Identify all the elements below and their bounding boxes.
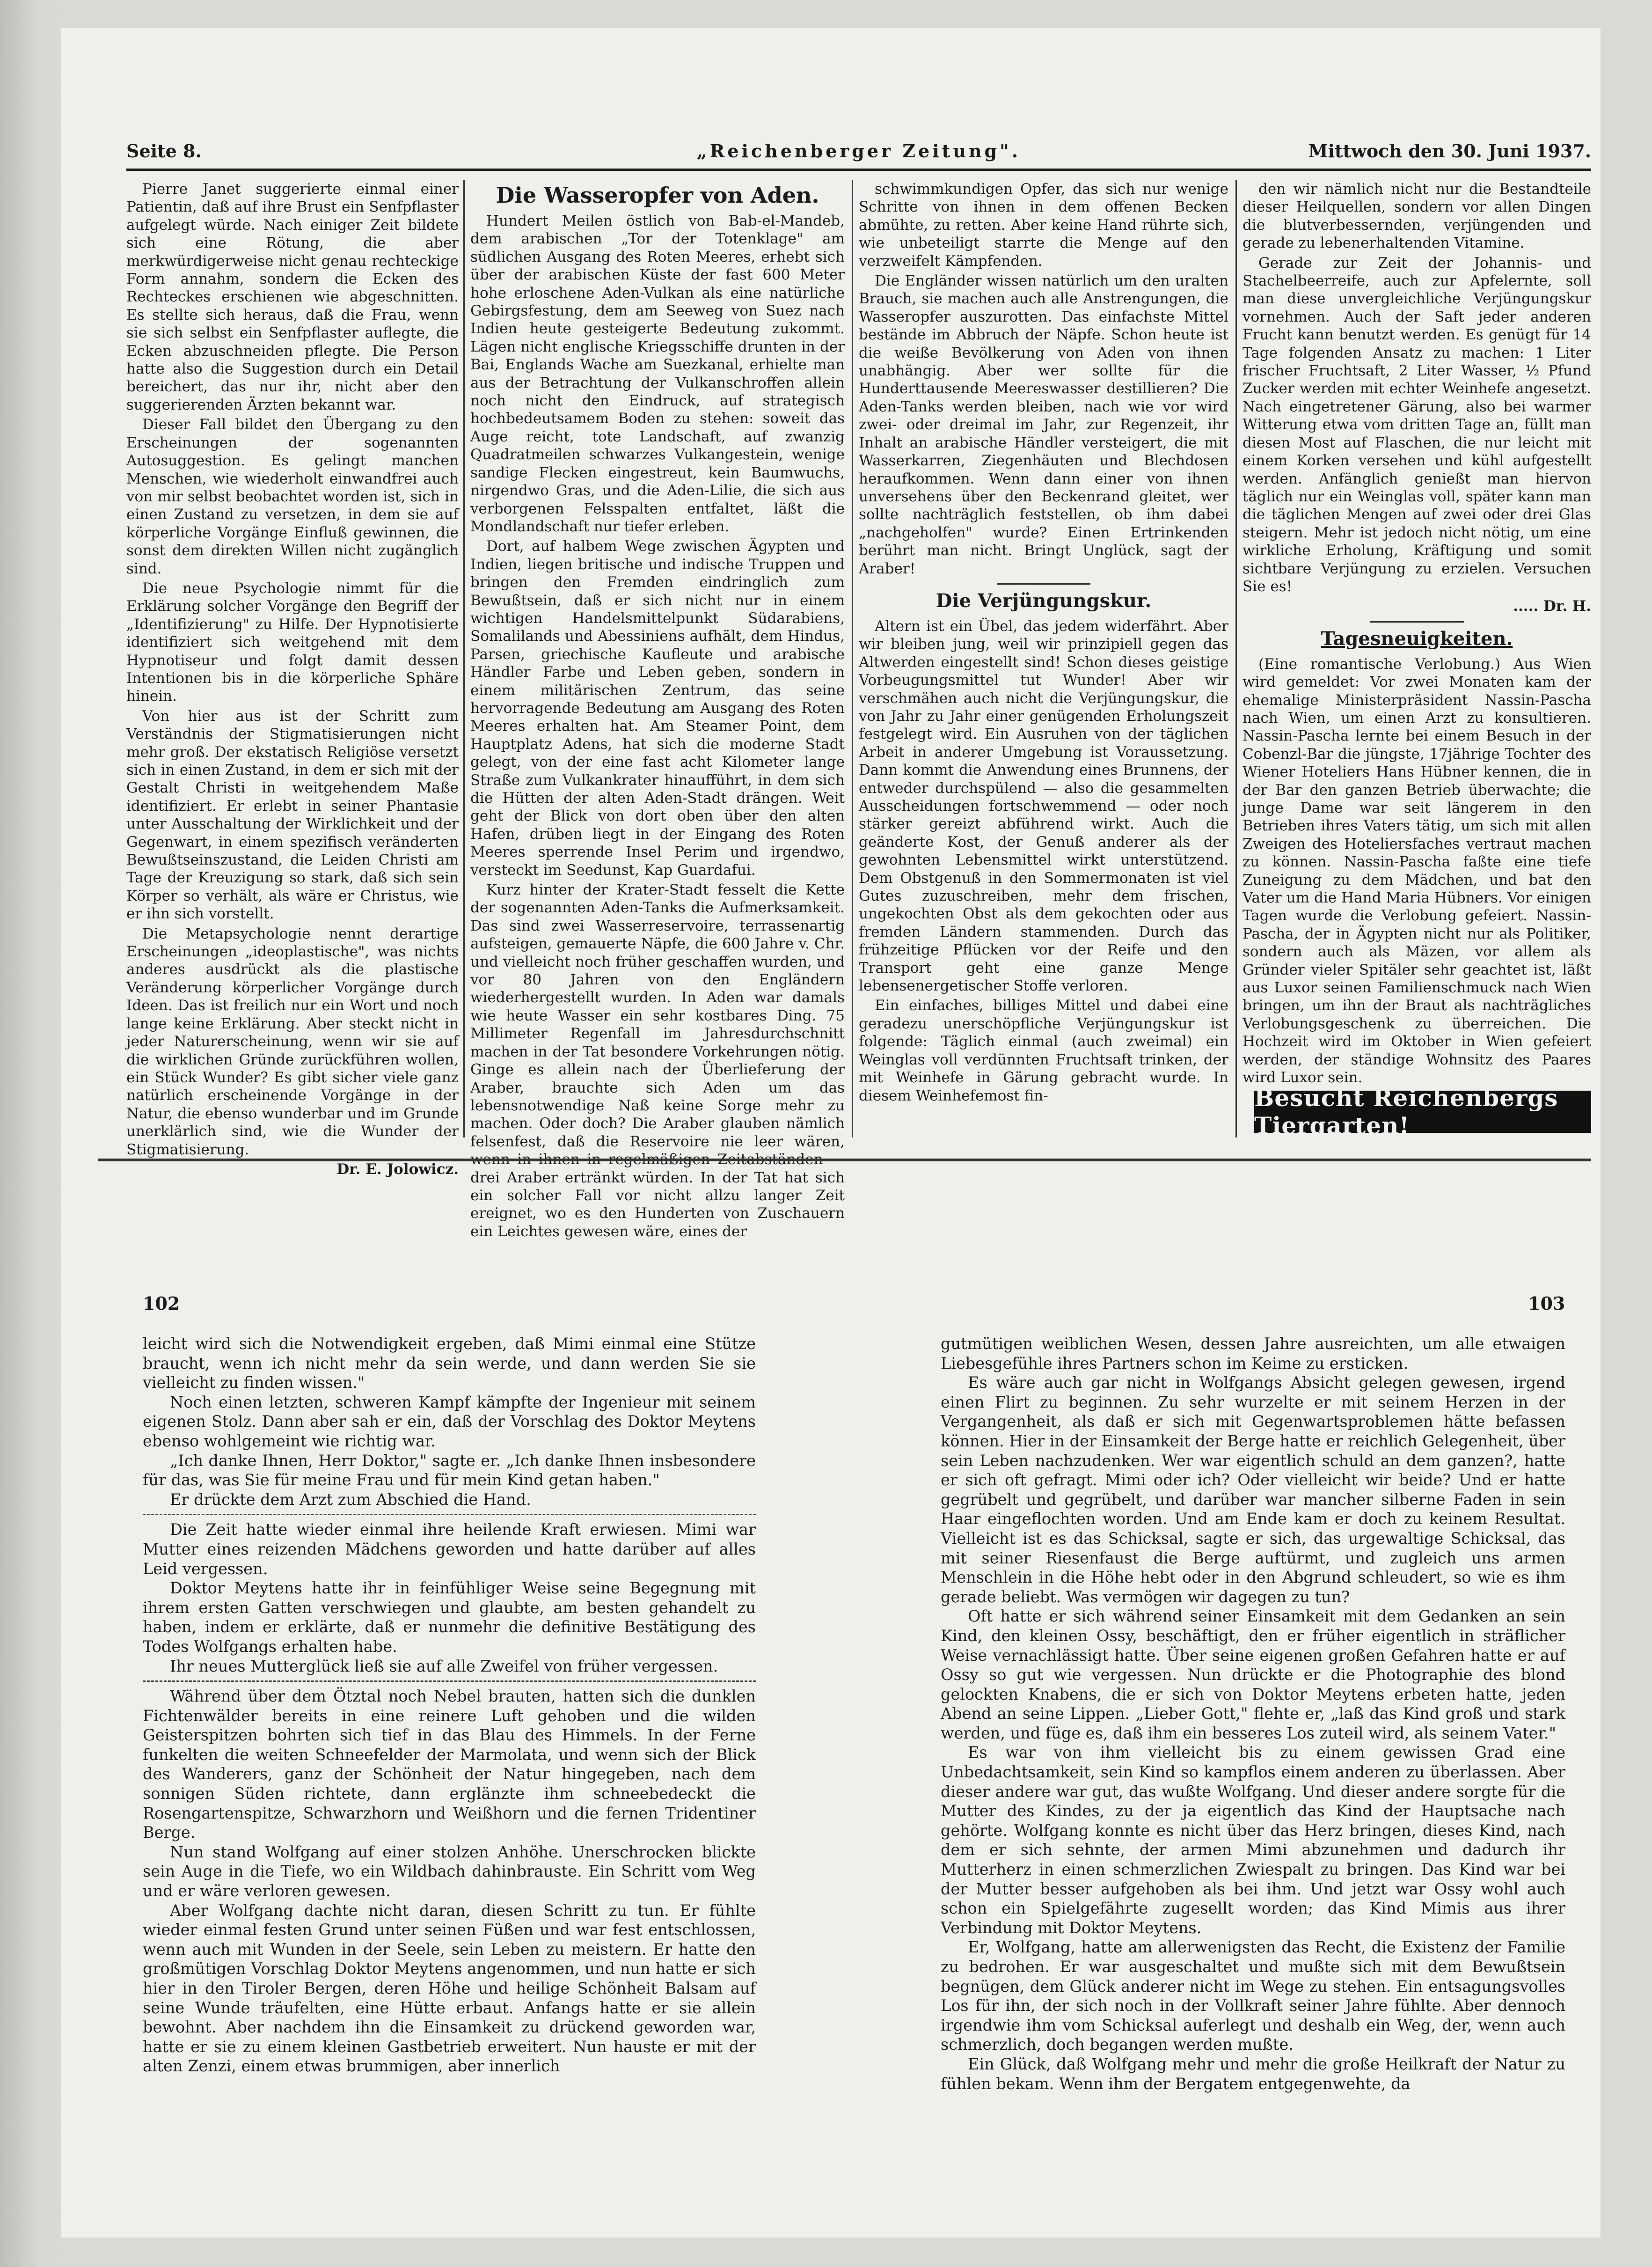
column-divider: [463, 180, 465, 1137]
paragraph: Die neue Psychologie nimmt für die Erklärung solcher Vorgänge den Begriff der „Identifizierung" zu Hilfe. Der Hypnotisierte identifiziert sich weitgehend mit dem Hypnotiseur und folgt damit dessen Intentionen bis in die körperliche Sphäre hinein.: [126, 580, 459, 705]
paragraph: Altern ist ein Übel, das jedem widerfährt. Aber wir bleiben jung, weil wir prinzipiell gegen das Altwerden eingestellt sind! Schon dieses geistige Vorbeugungsmittel tut Wunder! Aber wir verschmähen auch nicht die Verjüngungskur, die von Jahr zu Jahr einer genügenden Erholungszeit festgelegt wird. Ein Ausruhen von der täglichen Arbeit in anderer Umgebung ist Voraussetzung. Dann kommt die Anwendung eines Brunnens, der entweder durchspülend — also die gesammelten Ausscheidungen fortschwemmend — oder noch stärker gereizt abführend wirkt. Auch die geänderte Kost, der Genuß anderer als der gewohnten Lebensmittel wirkt unterstützend. Dem Obstgenuß in den Sommermonaten ist viel Gutes zuzuschreiben, mehr dem frischen, ungekochten Obst als dem gekochten oder aus fremden Ländern stammenden. Durch das frühzeitige Pflücken vor der Reife und den Transport geht eine ganze Menge lebensenergetischer Stoffe verloren.: [859, 617, 1228, 995]
column-divider: [852, 180, 853, 1137]
book-paragraph: Ein Glück, daß Wolfgang mehr und mehr die große Heilkraft der Natur zu fühlen bekam. Wenn ihm der Bergatem entgegenwehte, da: [941, 2054, 1565, 2093]
news-item: (Eine romantische Verlobung.) Aus Wien wird gemeldet: Vor zwei Monaten kam der ehemalige Ministerpräsident Nassin-Pascha nach Wien, um einen Arzt zu konsultieren. Nassin-Pascha lernte bei einem Besuch in der Cobenzl-Bar die jüngste, 17jährige Tochter des Wiener Hoteliers Hans Hübner kennen, die in der Bar den ganzen Betrieb überwachte; die junge Dame war seit längerem in den Betrieben ihres Vaters tätig, um sich mit allen Zweigen des Hoteliersfaches vertraut machen zu können. Nassin-Pascha faßte eine tiefe Zuneigung zu dem Mädchen, und bat den Vater um die Hand Maria Hübners. Vor einigen Tagen wurde die Verlobung gefeiert. Nassin-Pascha, der in Ägypten nicht nur als Politiker, sondern auch als Mäzen, vor allem als Gründer vieler Spitäler sehr geachtet ist, läßt aus Luxor seinen Familienschmuck nach Wien bringen, um ihn der Braut als nachträgliches Verlobungsgeschenk zu überreichen. Die Hochzeit wird im Oktober in Wien gefeiert werden, der ständige Wohnsitz des Paares wird Luxor sein.: [1243, 655, 1591, 1086]
paragraph: Dort, auf halbem Wege zwischen Ägypten und Indien, liegen britische und indische Truppen und bringen den Fremden eindringlich zum Bewußtsein, daß er sich nicht nur in einem wichtigen Handelsmittelpunkt Südarabiens, Somalilands und Abessiniens aufhält, dem Hindus, Parsen, griechische Kaufleute und arabische Händler Farbe und Leben geben, sondern in einem militärischen Zentrum, das seine hervorragende Bedeutung am Ausgang des Roten Meeres erhalten hat. Am Steamer Point, dem Hauptplatz Adens, hat sich die moderne Stadt gelegt, von der eine fast acht Kilometer lange Straße zum Vulkankrater hinaufführt, in dem sich die Hütten der alten Aden-Stadt drängen. Weit geht der Blick von dort oben über den alten Hafen, drüben liegt in der Eingang des Roten Meeres sperrende Insel Perim und irgendwo, versteckt im Seedunst, Kap Guardafui.: [470, 538, 845, 879]
paragraph: Die Metapsychologie nennt derartige Erscheinungen „ideoplastische", was nichts anderes ausdrückt als die plastische Veränderung körperlicher Vorgänge durch Ideen. Das ist freilich nur ein Wort und noch lange keine Erklärung. Aber steckt nicht in jeder Naturerscheinung, wenn wir sie auf die wirklichen Gründe zurückführen wollen, ein Stück Wunder? Es gibt sicher viele ganz natürlich erscheinende Vorgänge in der Natur, die ebenso wunderbar und im Grunde unerklärlich sind, wie die Wunder der Stigmatisierung.: [126, 925, 459, 1158]
paragraph: schwimmkundigen Opfer, das sich nur wenige Schritte von ihnen in dem offenen Becken abmühte, zu retten. Aber keine Hand rührte sich, wie unbeteiligt starrte die Menge auf den verzweifelt Kämpfenden.: [859, 181, 1228, 270]
paragraph: Hundert Meilen östlich von Bab-el-Mandeb, dem arabischen „Tor der Totenklage" am südlichen Ausgang des Roten Meeres, erhebt sich über der arabischen Küste der fast 600 Meter hohe erloschene Aden-Vulkan als eine natürliche Gebirgsfestung, dem am Seeweg von Suez nach Indien heute gesteigerte Bedeutung zukommt. Lägen nicht englische Kriegsschiffe drunten in der Bai, Englands Wache am Suezkanal, erhielte man aus der Betrachtung der Vulkanschroffen allein noch nicht den Eindruck, auf strategisch hochbedeutsamem Boden zu stehen: soweit das Auge reicht, tote Landschaft, auf zwanzig Quadratmeilen schwarzes Vulkangestein, wenige sandige Flecken eingestreut, kein Baumwuchs, nirgendwo Gras, und die Aden-Lilie, die sich aus verborgenen Felsspalten entfaltet, läßt die Mondlandschaft nur tiefer erleben.: [470, 213, 845, 535]
column-stigmatization: [126, 180, 459, 1178]
paragraph: Gerade zur Zeit der Johannis- und Stachelbeerreife, auch zur Apfelernte, soll man diese unvergleichliche Verjüngungskur vornehmen. Auch der Saft jeder anderen Frucht kann benutzt werden. Es genügt für 14 Tage folgenden Ansatz zu machen: 1 Liter frischer Fruchtsaft, 2 Liter Wasser, ½ Pfund Zucker werden mit echter Weinhefe angesetzt. Nach eingetretener Gärung, also bei warmer Witterung etwa vom dritten Tage an, füllt man diesen Most auf Flaschen, die nur leicht mit einem Korken versehen und kühl aufgestellt werden. Anfänglich genießt man hiervon täglich nur ein Weinglas voll, später kann man die täglichen Mengen auf zwei oder drei Glas steigern. Mehr ist jedoch nicht nötig, um eine wirkliche Erholung, Kräftigung und somit sichtbare Verjüngung zu erzielen. Versuchen Sie es!: [1243, 254, 1591, 595]
book-page-right: [941, 1334, 1565, 2205]
section-rule: [997, 583, 1090, 585]
author-signature: ..... Dr. H.: [1513, 598, 1591, 615]
scene-break: [143, 1680, 756, 1682]
paragraph: Die Engländer wissen natürlich um den uralten Brauch, sie machen auch alle Anstrengungen, die Wasseropfer auszurotten. Das einfachste Mittel bestände im Abbruch der Näpfe. Schon heute ist die weiße Bevölkerung von Aden von ihnen unabhängig. Aber wer sollte für die Hunderttausende Meereswasser destillieren? Die Aden-Tanks werden bleiben, nach wie vor wird zwei- oder dreimal im Jahr, zur Regenzeit, ihr Inhalt an arabische Händler versteigert, die mit Wasserkarren, Ziegenhäuten und Blechdosen heraufkommen. Wenn dann einer von ihnen unversehens über den Beckenrand gleitet, wer sollte nachträglich feststellen, ob ihm dabei „nachgeholfen" wurde? Einen Ertrinkenden berührt man nicht. Bringt Unglück, sagt der Araber!: [859, 272, 1228, 577]
paragraph: Pierre Janet suggerierte einmal einer Patientin, daß auf ihre Brust ein Senfpflaster aufgelegt würde. Nach einiger Zeit bildete sich eine Rötung, die aber merkwürdigerweise nicht genau rechteckige Form annahm, sondern die Ecken des Rechteckes erschienen wie abgeschnitten. Es stellte sich heraus, daß die Frau, wenn sie sich selbst ein Senfpflaster auflegte, die Ecken abzuschneiden pflegte. Die Person hatte also die Suggestion durch ein Detail bereichert, das nur ihr, nicht aber den suggerierenden Ärzten bekannt war.: [126, 181, 459, 413]
issue-date: Mittwoch den 30. Juni 1937.: [1308, 140, 1591, 161]
paragraph: Dieser Fall bildet den Übergang zu den Erscheinungen der sogenannten Autosuggestion. Es gelingt manchen Menschen, wie wiederholt einwandfrei auch von mir selbst beobachtet worden ist, sich in einen Zustand zu versetzen, in dem sie auf körperliche Vorgänge Einfluß gewinnen, die sonst dem direkten Willen nicht zugänglich sind.: [126, 416, 459, 577]
paragraph: Ein einfaches, billiges Mittel und dabei eine geradezu unerschöpfliche Verjüngungskur ist folgende: Täglich einmal (auch zweimal) ein Weinglas voll verdünnten Fruchtsaft trinken, der mit Weinhefe in Gärung gebracht wurde. In diesem Weinhefemost fin-: [859, 997, 1228, 1104]
fold-rule: [98, 1159, 1591, 1166]
book-paragraph: „Ich danke Ihnen, Herr Doktor," sagte er. „Ich danke Ihnen insbesondere für das, was Sie für meine Frau und für mein Kind getan haben.": [143, 1451, 756, 1489]
book-paragraph: gutmütigen weiblichen Wesen, dessen Jahre ausreichten, um alle etwaigen Liebesgefühle ihres Partners schon im Keime zu ersticken.: [941, 1335, 1565, 1372]
column-aden: [470, 180, 845, 1240]
newspaper-title: „Reichenberger Zeitung".: [696, 140, 1021, 161]
article-title: Die Wasseropfer von Aden.: [496, 183, 819, 208]
book-paragraph: Aber Wolfgang dachte nicht daran, diesen Schritt zu tun. Er fühlte wieder einmal festen Grund unter seinen Füßen und war fest entschlossen, wenn auch mit Wunden in der Seele, sein Leben zu meistern. Er hatte den großmütigen Vorschlag Doktor Meytens angenommen, und nun hatte er sich hier in den Tiroler Bergen, deren Höhe und heilige Schönheit Balsam auf seine Wunde träufelten, eine Hütte erbaut. Anfangs hatte er sie allein bewohnt. Aber nachdem ihn die Einsamkeit zu drückend geworden war, hatte er sie zu einem kleinen Gastbetrieb erweitert. Nun hauste er mit der alten Zenzi, einem etwas brummigen, aber innerlich: [143, 1901, 756, 2076]
page-number-left: 102: [143, 1293, 180, 1314]
article-title: Die Verjüngungskur.: [936, 589, 1152, 612]
book-paragraph: Die Zeit hatte wieder einmal ihre heilende Kraft erwiesen. Mimi war Mutter eines reizenden Mädchens geworden und hatte darüber auf alles Leid vergessen.: [143, 1520, 756, 1578]
binding-edge: [0, 0, 66, 2267]
page-number-right: 103: [1528, 1293, 1565, 1314]
book-paragraph: Es wäre auch gar nicht in Wolfgangs Absicht gelegen gewesen, irgend einen Flirt zu beginnen. Zu sehr wurzelte er mit seinem Herzen in der Vergangenheit, als daß er sich mit Gegenwartsproblemen hätte befassen können. Hier in der Einsamkeit der Berge hatte er reichlich Gelegenheit, über sein Leben nachzudenken. Wer war eigentlich schuld an dem ganzen?, hatte er sich oft gefragt. Mimi oder ich? Oder vielleicht wir beide? Und er hatte gegrübelt und gegrübelt, und darüber war mancher silberne Faden in sein Haar eingeflochten worden. Und am Ende kam er doch zu keinem Resultat. Vielleicht ist es das Schicksal, sagte er sich, das urgewaltige Schicksal, das mit seiner Riesenfaust die Berge auftürmt, und zugleich uns armen Menschlein in die Höhe hebt oder in den Abgrund schleudert, so wie es ihm gerade beliebt. Was vermögen wir dagegen zu tun?: [941, 1373, 1565, 1606]
book-paragraph: Noch einen letzten, schweren Kampf kämpfte der Ingenieur mit seinem eigenen Stolz. Dann aber sah er ein, daß der Vorschlag des Doktor Meytens ebenso wohlgemeint wie richtig war.: [143, 1393, 756, 1450]
book-page-left: [143, 1334, 756, 2205]
column-divider: [1235, 180, 1237, 1137]
newspaper-header: [126, 140, 1591, 171]
book-paragraph: Oft hatte er sich während seiner Einsamkeit mit dem Gedanken an sein Kind, den kleinen Ossy, beschäftigt, den er früher eigentlich in sträflicher Weise vernachlässigt hatte. Über seine eigenen großen Gefahren hatte er auf Ossy so gut wie vergessen. Nun drückte er die Photographie des blond gelockten Knabens, die er sich von Doktor Meytens erbeten hatte, jeden Abend an seine Lippen. „Lieber Gott," flehte er, „laß das Kind groß und stark werden, und füge es, daß ihm ein besseres Los zuteil wird, als seinem Vater.": [941, 1607, 1565, 1742]
book-paragraph: Doktor Meytens hatte ihr in feinfühliger Weise seine Begegnung mit ihrem ersten Gatten verschwiegen und glaubte, am besten gehandelt zu haben, indem er erklärte, daß er nunmehr die definitive Bestätigung des Todes Wolfgangs erhalten habe.: [143, 1579, 756, 1656]
paragraph: Von hier aus ist der Schritt zum Verständnis der Stigmatisierungen nicht mehr groß. Der ekstatisch Religiöse versetzt sich in einen Zustand, in dem er sich mit der Gestalt Christi in weitgehendem Maße identifiziert. Er erlebt in seiner Phantasie unter Ausschaltung der Wirklichkeit und der Gegenwart, in einem spezifisch veränderten Bewußtseinszustand, die Leiden Christi am Tage der Kreuzigung so stark, daß sich sein Körper so verhält, als wäre er Christus, wie er ihn sich vorstellt.: [126, 707, 459, 923]
zoo-advertisement: Besucht Reichenbergs Tiergarten!: [1254, 1091, 1591, 1133]
author-signature: Dr. E. Jolowicz.: [336, 1160, 459, 1178]
page-label: Seite 8.: [126, 140, 202, 161]
paragraph: Kurz hinter der Krater-Stadt fesselt die Kette der sogenannten Aden-Tanks die Aufmerksamkeit. Das sind zwei Wasserreservoire, terrassenartig aufsteigen, gemauerte Näpfe, die 600 Jahre v. Chr. und vielleicht noch früher geschaffen wurden, und vor 80 Jahren von den Engländern wiederhergestellt wurden. In Aden war damals wie heute Wasser ein sehr kostbares Ding. 75 Millimeter Regenfall im Jahresdurchschnitt machen in der Tat besondere Vorkehrungen nötig. Ginge es allein nach der Überlieferung der Araber, brauchte sich Aden um das lebensnotwendige Naß keine Sorge mehr zu machen. Oder doch? Die Araber glauben nämlich felsenfest, daß die Reservoire nie leer wären, wenn in ihnen in regelmäßigen Zeitabständen — drei Araber ertränkt würden. In der Tat hat sich ein solcher Fall vor nicht allzu langer Zeit ereignet, wo es den Hunderten von Zuschauern ein Leichtes gewesen wäre, eines der: [470, 881, 845, 1240]
scene-break: [143, 1514, 756, 1515]
section-rule: [1370, 621, 1464, 623]
book-paragraph: Nun stand Wolfgang auf einer stolzen Anhöhe. Unerschrocken blickte sein Auge in die Tiefe, wo ein Wildbach dahinbrauste. Ein Schritt vom Weg und er wäre verloren gewesen.: [143, 1842, 756, 1900]
book-paragraph: Ihr neues Mutterglück ließ sie auf alle Zweifel von früher vergessen.: [170, 1657, 718, 1675]
book-paragraph: Während über dem Ötztal noch Nebel brauten, hatten sich die dunklen Fichtenwälder bereits in eine reinere Luft gehoben und die wilden Geisterspitzen bohrten sich tief in das Blau des Himmels. In der Ferne funkelten die weiten Schneefelder der Marmolata, und wenn sich der Blick des Wanderers, ganz der Schönheit der Natur hingegeben, nach dem sonnigen Süden richtete, dann erglänzte ihm schneebedeckt die Rosengartenspitze, Schwarzhorn und Weißhorn und die fernen Tridentiner Berge.: [143, 1687, 756, 1842]
paragraph: den wir nämlich nicht nur die Bestandteile dieser Heilquellen, sondern vor allen Dingen die blutverbessernden, verjüngenden und gerade zu lebenerhaltenden Vitamine.: [1243, 181, 1591, 252]
column-news: [1243, 180, 1591, 1084]
news-heading: Tagesneuigkeiten.: [1321, 627, 1513, 650]
book-paragraph: leicht wird sich die Notwendigkeit ergeben, daß Mimi einmal eine Stütze braucht, wenn ich nicht mehr da sein werde, und dann werden Sie sie vielleicht zu finden wissen.": [143, 1335, 756, 1392]
book-paragraph: Es war von ihm vielleicht bis zu einem gewissen Grad eine Unbedachtsamkeit, sein Kind so kampflos einem anderen zu überlassen. Aber dieser andere war gut, das wußte Wolfgang. Und dieser andere sorgte für die Mutter des Kindes, zu der ja eigentlich das Kind der Hauptsache nach gehörte. Wolfgang konnte es nicht über das Herz bringen, dieses Kind, nach dem er sich sehnte, der armen Mimi abzunehmen und dadurch ihr Mutterherz in einen schmerzlichen Zwiespalt zu bringen. Das Kind war bei der Mutter besser aufgehoben als bei ihm. Und jetzt war Ossy wohl auch schon ein Spielgefährte zugesellt worden; das Kind Mimis aus ihrer Verbindung mit Doktor Meytens.: [941, 1743, 1565, 1937]
book-paragraph: Er drückte dem Arzt zum Abschied die Hand.: [170, 1490, 531, 1509]
column-aden-cont: [859, 180, 1228, 1135]
book-paragraph: Er, Wolfgang, hatte am allerwenigsten das Recht, die Existenz der Familie zu bedrohen. Er war ausgeschaltet und mußte sich mit dem Bewußtsein begnügen, dem Glück anderer nicht im Wege zu stehen. Ein entsagungsvolles Los für ihn, der sich noch in der Vollkraft seiner Jahre fühlte. Aber dennoch irgendwie ihm vom Schicksal auferlegt und deshalb ein Weg, der, wenn auch schmerzlich, doch begangen werden mußte.: [941, 1938, 1565, 2054]
